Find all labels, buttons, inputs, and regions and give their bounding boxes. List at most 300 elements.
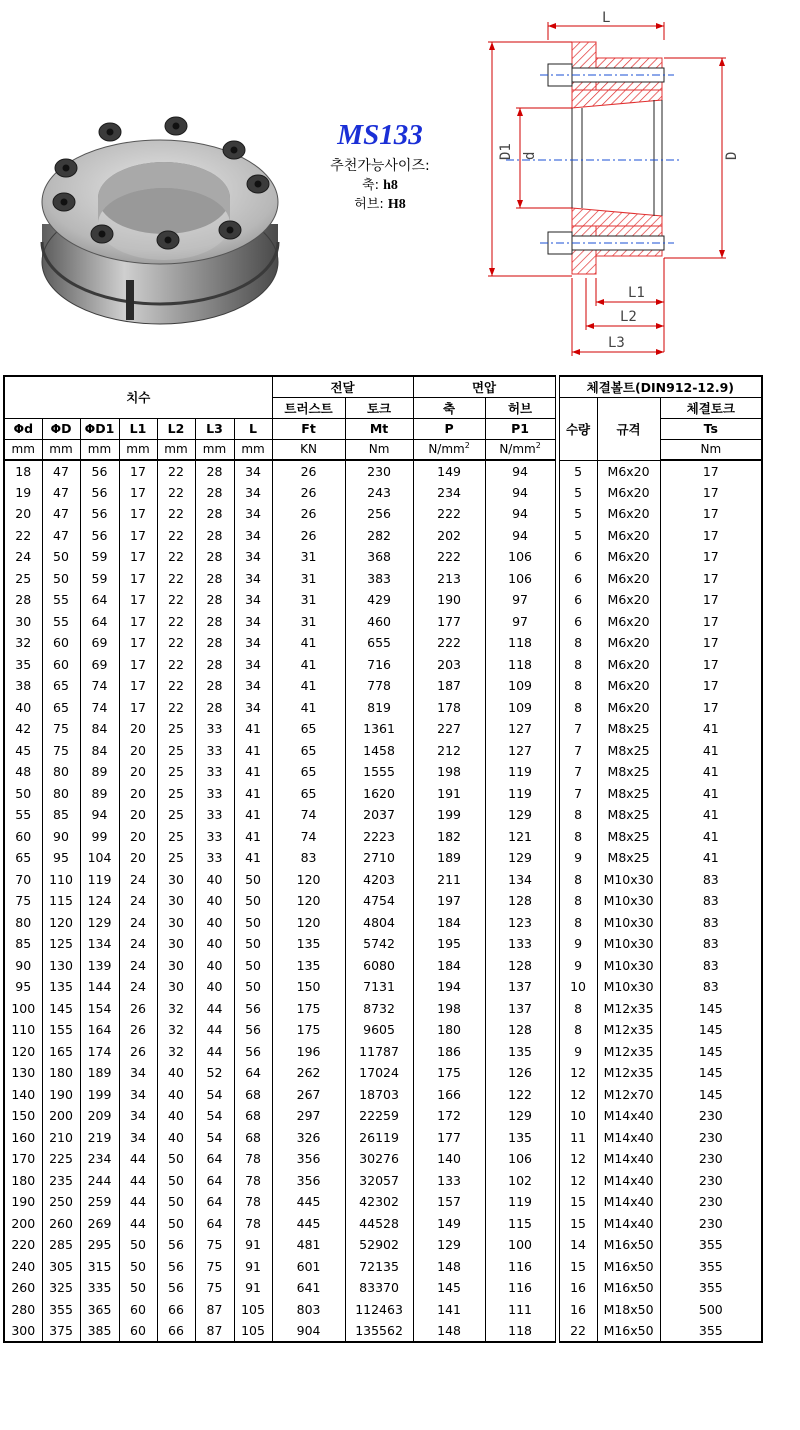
table-row bbox=[4, 1170, 762, 1192]
table-cell: 7 bbox=[559, 783, 597, 805]
table-cell: 65 bbox=[4, 847, 42, 869]
table-cell: 120 bbox=[42, 912, 80, 934]
unit-L1: mm bbox=[119, 439, 157, 460]
table-cell: 75 bbox=[195, 1256, 234, 1278]
table-cell: 32 bbox=[157, 998, 195, 1020]
table-cell: 128 bbox=[485, 890, 555, 912]
table-cell: 240 bbox=[4, 1256, 42, 1278]
table-cell: 95 bbox=[42, 847, 80, 869]
unit-D: mm bbox=[42, 439, 80, 460]
col-L: L bbox=[234, 418, 272, 439]
table-cell: 56 bbox=[157, 1277, 195, 1299]
col-L2: L2 bbox=[157, 418, 195, 439]
table-cell: 22 bbox=[157, 697, 195, 719]
table-cell: 78 bbox=[234, 1148, 272, 1170]
table-cell: 69 bbox=[80, 654, 119, 676]
table-cell: 5 bbox=[559, 525, 597, 547]
table-cell: 69 bbox=[80, 632, 119, 654]
table-cell: 150 bbox=[4, 1105, 42, 1127]
product-title-block bbox=[300, 118, 460, 214]
table-cell: 110 bbox=[42, 869, 80, 891]
table-cell: M6x20 bbox=[597, 611, 660, 633]
table-cell: 106 bbox=[485, 568, 555, 590]
table-cell: 54 bbox=[195, 1127, 234, 1149]
table-row bbox=[4, 933, 762, 955]
table-cell: 227 bbox=[413, 718, 485, 740]
table-cell: 25 bbox=[157, 718, 195, 740]
table-cell: 111 bbox=[485, 1299, 555, 1321]
table-cell: 250 bbox=[42, 1191, 80, 1213]
table-cell: 41 bbox=[660, 804, 762, 826]
table-cell: 22 bbox=[559, 1320, 597, 1342]
table-cell: 34 bbox=[234, 525, 272, 547]
table-cell: 17 bbox=[119, 503, 157, 525]
table-cell: 34 bbox=[234, 503, 272, 525]
table-cell: 33 bbox=[195, 783, 234, 805]
table-cell: 55 bbox=[4, 804, 42, 826]
table-cell: 83 bbox=[660, 869, 762, 891]
table-cell: 145 bbox=[660, 1041, 762, 1063]
table-cell: 33 bbox=[195, 847, 234, 869]
table-cell: 129 bbox=[485, 804, 555, 826]
table-cell: 164 bbox=[80, 1019, 119, 1041]
table-cell: 28 bbox=[195, 482, 234, 504]
table-cell: 44 bbox=[119, 1191, 157, 1213]
table-cell: 105 bbox=[234, 1299, 272, 1321]
table-cell: 33 bbox=[195, 826, 234, 848]
table-cell: 8 bbox=[559, 890, 597, 912]
table-cell: 17 bbox=[119, 546, 157, 568]
table-cell: 104 bbox=[80, 847, 119, 869]
table-cell: 22 bbox=[157, 460, 195, 482]
table-cell: 50 bbox=[42, 568, 80, 590]
table-cell: 135 bbox=[485, 1041, 555, 1063]
table-cell: 28 bbox=[195, 460, 234, 482]
table-cell: 135 bbox=[42, 976, 80, 998]
table-cell: 25 bbox=[4, 568, 42, 590]
table-cell: 17 bbox=[119, 675, 157, 697]
table-cell: 34 bbox=[234, 568, 272, 590]
table-cell: 17 bbox=[119, 525, 157, 547]
table-cell: 230 bbox=[660, 1170, 762, 1192]
table-cell: 20 bbox=[4, 503, 42, 525]
table-cell: 30 bbox=[4, 611, 42, 633]
recommended-sizes-label: 추천가능사이즈: bbox=[330, 158, 430, 174]
table-cell: 429 bbox=[345, 589, 413, 611]
table-cell: M6x20 bbox=[597, 460, 660, 482]
table-cell: 22 bbox=[157, 611, 195, 633]
table-cell: 44 bbox=[119, 1170, 157, 1192]
table-cell: 100 bbox=[4, 998, 42, 1020]
table-row bbox=[4, 1191, 762, 1213]
table-row bbox=[4, 955, 762, 977]
table-cell: 41 bbox=[660, 740, 762, 762]
table-cell: 17 bbox=[660, 460, 762, 482]
table-cell: 28 bbox=[195, 589, 234, 611]
table-cell: 26 bbox=[272, 503, 345, 525]
table-cell: 230 bbox=[660, 1191, 762, 1213]
table-cell: 6 bbox=[559, 589, 597, 611]
table-cell: 17 bbox=[660, 482, 762, 504]
table-cell: 8 bbox=[559, 1019, 597, 1041]
table-cell: 47 bbox=[42, 460, 80, 482]
table-cell: 140 bbox=[413, 1148, 485, 1170]
table-cell: 64 bbox=[195, 1148, 234, 1170]
table-cell: 202 bbox=[413, 525, 485, 547]
table-cell: 50 bbox=[157, 1170, 195, 1192]
table-cell: 141 bbox=[413, 1299, 485, 1321]
table-cell: 24 bbox=[4, 546, 42, 568]
table-cell: 200 bbox=[42, 1105, 80, 1127]
table-cell: 44 bbox=[119, 1148, 157, 1170]
table-cell: 34 bbox=[119, 1127, 157, 1149]
table-row bbox=[4, 525, 762, 547]
table-cell: 200 bbox=[4, 1213, 42, 1235]
unit-Ts: Nm bbox=[660, 439, 762, 460]
table-cell: M12x70 bbox=[597, 1084, 660, 1106]
table-cell: 33 bbox=[195, 718, 234, 740]
table-cell: 375 bbox=[42, 1320, 80, 1342]
table-cell: 64 bbox=[80, 589, 119, 611]
table-cell: 135 bbox=[272, 933, 345, 955]
table-cell: 9 bbox=[559, 955, 597, 977]
table-cell: 12 bbox=[559, 1084, 597, 1106]
table-cell: 41 bbox=[272, 697, 345, 719]
table-cell: 34 bbox=[234, 482, 272, 504]
table-cell: 17 bbox=[119, 589, 157, 611]
table-cell: 5 bbox=[559, 482, 597, 504]
table-cell: 355 bbox=[660, 1277, 762, 1299]
table-cell: 11 bbox=[559, 1127, 597, 1149]
unit-Ft: KN bbox=[272, 439, 345, 460]
table-cell: 64 bbox=[80, 611, 119, 633]
table-cell: 385 bbox=[80, 1320, 119, 1342]
table-cell: 22 bbox=[157, 525, 195, 547]
table-cell: 196 bbox=[272, 1041, 345, 1063]
table-cell: 106 bbox=[485, 546, 555, 568]
table-cell: 32057 bbox=[345, 1170, 413, 1192]
table-cell: 778 bbox=[345, 675, 413, 697]
table-cell: 230 bbox=[660, 1105, 762, 1127]
table-cell: 41 bbox=[234, 740, 272, 762]
table-cell: 225 bbox=[42, 1148, 80, 1170]
table-cell: 20 bbox=[119, 783, 157, 805]
table-cell: 91 bbox=[234, 1277, 272, 1299]
table-cell: 4804 bbox=[345, 912, 413, 934]
table-cell: 28 bbox=[195, 675, 234, 697]
table-cell: 75 bbox=[42, 718, 80, 740]
label-L2: L2 bbox=[620, 309, 637, 325]
table-cell: 356 bbox=[272, 1170, 345, 1192]
table-cell: 194 bbox=[413, 976, 485, 998]
col-L3: L3 bbox=[195, 418, 234, 439]
table-cell: 198 bbox=[413, 761, 485, 783]
table-cell: 190 bbox=[4, 1191, 42, 1213]
table-cell: 74 bbox=[80, 697, 119, 719]
table-cell: 22 bbox=[4, 525, 42, 547]
table-cell: 97 bbox=[485, 589, 555, 611]
table-cell: 41 bbox=[272, 654, 345, 676]
table-cell: 234 bbox=[413, 482, 485, 504]
col-D: ΦD bbox=[42, 418, 80, 439]
table-cell: 355 bbox=[660, 1234, 762, 1256]
table-cell: 20 bbox=[119, 740, 157, 762]
table-cell: 17 bbox=[660, 697, 762, 719]
table-cell: 230 bbox=[660, 1127, 762, 1149]
table-cell: 50 bbox=[119, 1234, 157, 1256]
table-cell: 34 bbox=[234, 589, 272, 611]
table-cell: M12x35 bbox=[597, 998, 660, 1020]
table-cell: 31 bbox=[272, 546, 345, 568]
table-cell: 160 bbox=[4, 1127, 42, 1149]
table-cell: 75 bbox=[4, 890, 42, 912]
table-cell: 230 bbox=[660, 1213, 762, 1235]
table-cell: M18x50 bbox=[597, 1299, 660, 1321]
table-cell: M10x30 bbox=[597, 976, 660, 998]
label-d: d bbox=[522, 151, 538, 160]
table-cell: 6 bbox=[559, 546, 597, 568]
table-cell: 125 bbox=[42, 933, 80, 955]
table-cell: 124 bbox=[80, 890, 119, 912]
table-cell: 17 bbox=[660, 503, 762, 525]
table-cell: 17024 bbox=[345, 1062, 413, 1084]
table-cell: 174 bbox=[80, 1041, 119, 1063]
table-cell: 230 bbox=[660, 1148, 762, 1170]
table-cell: 59 bbox=[80, 568, 119, 590]
table-cell: 24 bbox=[119, 955, 157, 977]
table-cell: 2037 bbox=[345, 804, 413, 826]
table-cell: 40 bbox=[195, 976, 234, 998]
table-row bbox=[4, 1213, 762, 1235]
table-cell: 90 bbox=[4, 955, 42, 977]
table-cell: 24 bbox=[119, 933, 157, 955]
table-cell: 260 bbox=[4, 1277, 42, 1299]
table-cell: 44 bbox=[195, 1019, 234, 1041]
table-cell: 22 bbox=[157, 503, 195, 525]
table-cell: 25 bbox=[157, 804, 195, 826]
table-cell: 26 bbox=[119, 1019, 157, 1041]
table-cell: 601 bbox=[272, 1256, 345, 1278]
table-row bbox=[4, 826, 762, 848]
table-cell: 22 bbox=[157, 546, 195, 568]
product-photo bbox=[30, 112, 292, 330]
group-dimensions: 치수 bbox=[4, 376, 272, 418]
table-cell: 1458 bbox=[345, 740, 413, 762]
table-cell: 1555 bbox=[345, 761, 413, 783]
table-cell: 133 bbox=[413, 1170, 485, 1192]
table-cell: 47 bbox=[42, 503, 80, 525]
table-cell: 145 bbox=[660, 1019, 762, 1041]
table-cell: 219 bbox=[80, 1127, 119, 1149]
table-cell: M6x20 bbox=[597, 632, 660, 654]
table-cell: 11787 bbox=[345, 1041, 413, 1063]
table-cell: 80 bbox=[42, 783, 80, 805]
table-row bbox=[4, 1256, 762, 1278]
table-cell: 195 bbox=[413, 933, 485, 955]
table-cell: 65 bbox=[272, 718, 345, 740]
table-cell: 716 bbox=[345, 654, 413, 676]
table-cell: 222 bbox=[413, 546, 485, 568]
table-cell: 120 bbox=[4, 1041, 42, 1063]
table-cell: 26 bbox=[272, 525, 345, 547]
table-cell: 7 bbox=[559, 761, 597, 783]
table-row bbox=[4, 675, 762, 697]
table-cell: 42 bbox=[4, 718, 42, 740]
table-cell: 8 bbox=[559, 826, 597, 848]
table-cell: 222 bbox=[413, 503, 485, 525]
table-cell: 335 bbox=[80, 1277, 119, 1299]
table-cell: M8x25 bbox=[597, 783, 660, 805]
table-cell: 50 bbox=[119, 1256, 157, 1278]
table-cell: 83 bbox=[660, 890, 762, 912]
table-cell: 145 bbox=[660, 1084, 762, 1106]
table-cell: 41 bbox=[234, 783, 272, 805]
table-cell: 65 bbox=[272, 783, 345, 805]
table-cell: 50 bbox=[234, 955, 272, 977]
table-cell: 135 bbox=[485, 1127, 555, 1149]
table-cell: 243 bbox=[345, 482, 413, 504]
table-cell: 109 bbox=[485, 675, 555, 697]
sub-spec: 규격 bbox=[597, 397, 660, 460]
table-cell: 356 bbox=[272, 1148, 345, 1170]
table-cell: 56 bbox=[234, 1041, 272, 1063]
table-cell: 44528 bbox=[345, 1213, 413, 1235]
table-row bbox=[4, 632, 762, 654]
table-cell: 94 bbox=[80, 804, 119, 826]
table-cell: 144 bbox=[80, 976, 119, 998]
table-cell: 50 bbox=[42, 546, 80, 568]
table-cell: M16x50 bbox=[597, 1234, 660, 1256]
table-cell: 74 bbox=[272, 826, 345, 848]
table-cell: 24 bbox=[119, 976, 157, 998]
table-cell: 40 bbox=[157, 1062, 195, 1084]
table-cell: 20 bbox=[119, 761, 157, 783]
table-cell: 24 bbox=[119, 869, 157, 891]
table-cell: 17 bbox=[660, 632, 762, 654]
table-cell: 355 bbox=[42, 1299, 80, 1321]
table-cell: 40 bbox=[195, 869, 234, 891]
table-cell: 17 bbox=[660, 675, 762, 697]
table-cell: 32 bbox=[157, 1019, 195, 1041]
table-cell: 31 bbox=[272, 568, 345, 590]
table-cell: 315 bbox=[80, 1256, 119, 1278]
table-row bbox=[4, 546, 762, 568]
table-row bbox=[4, 1320, 762, 1342]
table-cell: 28 bbox=[195, 525, 234, 547]
table-row bbox=[4, 1127, 762, 1149]
table-cell: 50 bbox=[234, 933, 272, 955]
table-cell: M14x40 bbox=[597, 1148, 660, 1170]
table-cell: 220 bbox=[4, 1234, 42, 1256]
table-cell: 190 bbox=[42, 1084, 80, 1106]
table-cell: 68 bbox=[234, 1127, 272, 1149]
table-cell: 50 bbox=[119, 1277, 157, 1299]
table-cell: 22259 bbox=[345, 1105, 413, 1127]
table-cell: 99 bbox=[80, 826, 119, 848]
table-cell: 128 bbox=[485, 1019, 555, 1041]
table-row bbox=[4, 1299, 762, 1321]
table-cell: 106 bbox=[485, 1148, 555, 1170]
table-cell: 20 bbox=[119, 718, 157, 740]
table-cell: 30 bbox=[157, 955, 195, 977]
table-cell: 35 bbox=[4, 654, 42, 676]
table-cell: 34 bbox=[234, 611, 272, 633]
table-cell: 40 bbox=[195, 933, 234, 955]
table-cell: 17 bbox=[119, 632, 157, 654]
table-cell: 9605 bbox=[345, 1019, 413, 1041]
table-cell: 137 bbox=[485, 998, 555, 1020]
table-cell: 199 bbox=[413, 804, 485, 826]
table-row bbox=[4, 1041, 762, 1063]
table-cell: 100 bbox=[485, 1234, 555, 1256]
table-cell: 64 bbox=[195, 1213, 234, 1235]
table-cell: 60 bbox=[119, 1299, 157, 1321]
table-cell: 383 bbox=[345, 568, 413, 590]
table-row bbox=[4, 589, 762, 611]
table-cell: 120 bbox=[272, 869, 345, 891]
table-cell: 59 bbox=[80, 546, 119, 568]
table-cell: 198 bbox=[413, 998, 485, 1020]
table-cell: 34 bbox=[119, 1105, 157, 1127]
table-cell: 90 bbox=[42, 826, 80, 848]
group-bolt: 체결볼트(DIN912-12.9) bbox=[559, 376, 762, 397]
table-cell: 75 bbox=[42, 740, 80, 762]
table-cell: 34 bbox=[119, 1084, 157, 1106]
table-cell: 17 bbox=[119, 611, 157, 633]
table-cell: 78 bbox=[234, 1213, 272, 1235]
table-cell: 80 bbox=[42, 761, 80, 783]
table-cell: 2710 bbox=[345, 847, 413, 869]
table-cell: 260 bbox=[42, 1213, 80, 1235]
table-cell: 8 bbox=[559, 654, 597, 676]
sub-hub: 허브 bbox=[485, 397, 555, 418]
table-cell: 2223 bbox=[345, 826, 413, 848]
table-cell: 94 bbox=[485, 482, 555, 504]
table-cell: 134 bbox=[485, 869, 555, 891]
table-cell: 40 bbox=[4, 697, 42, 719]
spec-table bbox=[3, 375, 763, 1343]
table-cell: 244 bbox=[80, 1170, 119, 1192]
table-cell: M8x25 bbox=[597, 826, 660, 848]
table-cell: 60 bbox=[42, 632, 80, 654]
table-cell: 5 bbox=[559, 503, 597, 525]
table-cell: 121 bbox=[485, 826, 555, 848]
table-cell: 280 bbox=[4, 1299, 42, 1321]
table-cell: 7 bbox=[559, 740, 597, 762]
table-cell: 4203 bbox=[345, 869, 413, 891]
table-cell: 41 bbox=[272, 632, 345, 654]
label-D1: D1 bbox=[498, 143, 514, 160]
table-cell: 47 bbox=[42, 525, 80, 547]
table-cell: 56 bbox=[157, 1234, 195, 1256]
label-D: D bbox=[724, 151, 740, 160]
table-cell: 8 bbox=[559, 675, 597, 697]
col-Ft: Ft bbox=[272, 418, 345, 439]
table-cell: 60 bbox=[119, 1320, 157, 1342]
table-cell: 17 bbox=[119, 460, 157, 482]
table-cell: 119 bbox=[485, 783, 555, 805]
table-cell: 187 bbox=[413, 675, 485, 697]
table-cell: 28 bbox=[195, 568, 234, 590]
table-cell: 34 bbox=[234, 654, 272, 676]
table-cell: 17 bbox=[119, 568, 157, 590]
label-L1: L1 bbox=[628, 285, 645, 301]
table-cell: M6x20 bbox=[597, 503, 660, 525]
table-cell: 177 bbox=[413, 611, 485, 633]
table-row bbox=[4, 1277, 762, 1299]
table-cell: 55 bbox=[42, 589, 80, 611]
table-cell: 355 bbox=[660, 1320, 762, 1342]
